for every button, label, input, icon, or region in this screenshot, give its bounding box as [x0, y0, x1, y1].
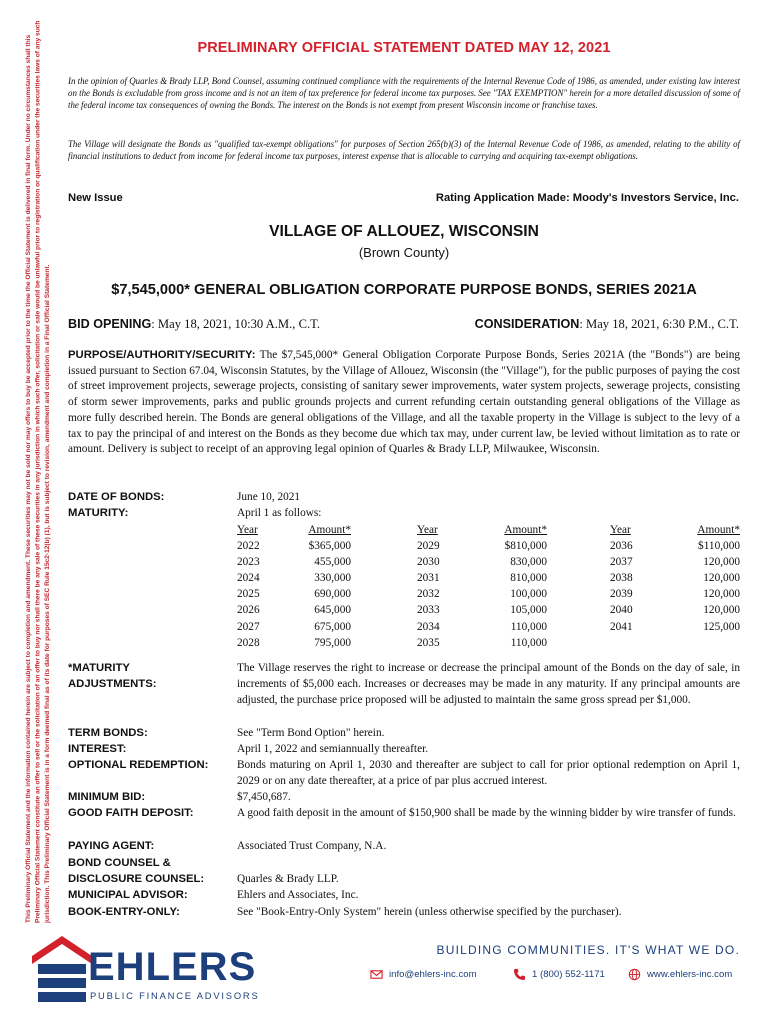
amount-header: Amount*: [308, 524, 351, 536]
year-header: Year: [237, 524, 258, 536]
email-text: info@ehlers-inc.com: [389, 969, 477, 980]
maturity-amount: 830,000: [510, 556, 547, 569]
maturity-year: 2028: [237, 636, 260, 649]
maturity-amount: 110,000: [510, 636, 547, 649]
logo-roof-shape: [32, 936, 92, 964]
amount-header: Amount*: [697, 524, 740, 536]
maturity-adjustments-value: The Village reserves the right to increase or decrease the principal amount of the Bonds on the day of sale, in increments of $5,000 each. Increases or decreases may be made in any maturity. If any principal amounts are adjusted, the purchase price proposed will be adjusted to maintain the same gross spread per $1,000.: [237, 662, 740, 706]
maturity-year: 2034: [417, 620, 440, 633]
maturity-year: 2027: [237, 620, 260, 633]
maturity-year: 2041: [610, 620, 633, 633]
book-entry-only-label: BOOK-ENTRY-ONLY:: [68, 906, 180, 918]
logo-subtitle: PUBLIC FINANCE ADVISORS: [90, 990, 260, 1001]
year-header: Year: [610, 524, 631, 536]
maturity-amount: 810,000: [510, 572, 547, 585]
website-text: www.ehlers-inc.com: [647, 969, 733, 980]
logo-bar-top: [38, 964, 86, 974]
maturity-amount: 120,000: [703, 572, 740, 585]
maturity-row: [237, 538, 351, 554]
maturity-adjustments-label-line2: ADJUSTMENTS:: [68, 678, 157, 690]
maturity-row: [237, 586, 351, 602]
optional-redemption-label: OPTIONAL REDEMPTION:: [68, 759, 209, 771]
maturity-row: [237, 619, 351, 635]
maturity-amount: $810,000: [504, 540, 547, 553]
bid-opening-value: : May 18, 2021, 10:30 A.M., C.T.: [151, 317, 321, 331]
bond-counsel-label-line1: BOND COUNSEL &: [68, 857, 171, 869]
maturity-row: [610, 554, 740, 570]
maturity-amount: $110,000: [698, 540, 740, 553]
maturity-row: [610, 602, 740, 618]
date-of-bonds-label: DATE OF BONDS:: [68, 491, 165, 503]
county-name: (Brown County): [358, 245, 450, 260]
logo-bar-middle: [38, 978, 86, 988]
maturity-year: 2033: [417, 604, 440, 617]
contact-phone[interactable]: [513, 968, 605, 981]
good-faith-deposit-label: GOOD FAITH DEPOSIT:: [68, 807, 194, 819]
maturity-year: 2036: [610, 540, 633, 553]
maturity-year: 2024: [237, 572, 260, 585]
logo-bar-bottom: [38, 992, 86, 1002]
tax-opinion-paragraph: In the opinion of Quarles & Brady LLP, Bond Counsel, assuming continued compliance with the requirements of the Internal Revenue Code of 1986, as amended, under existing law interest on the Bonds is excludable from gross income and is not an item of tax preference for federal income tax purposes. See "TAX EXEMPTION" herein for a more detailed discussion of some of the federal income tax consequences of owning the Bonds. The interest on the Bonds is not exempt from present Wisconsin income or franchise taxes.: [68, 76, 740, 111]
maturity-amount: 120,000: [703, 556, 740, 569]
maturity-amount: 690,000: [314, 588, 351, 601]
maturity-column-1: [237, 522, 351, 651]
maturity-adjustments-label: [68, 660, 157, 692]
maturity-value: April 1 as follows:: [237, 507, 322, 519]
bonds-title: $7,545,000* GENERAL OBLIGATION CORPORATE PURPOSE BONDS, SERIES 2021A: [111, 282, 697, 298]
maturity-row: [610, 538, 740, 554]
issuer-name: VILLAGE OF ALLOUEZ, WISCONSIN: [269, 223, 539, 240]
year-header: Year: [417, 524, 438, 536]
maturity-year: 2026: [237, 604, 260, 617]
maturity-amount: 675,000: [314, 620, 351, 633]
maturity-row: [610, 570, 740, 586]
maturity-row: [417, 619, 547, 635]
maturity-year: 2030: [417, 556, 440, 569]
paying-agent-label: PAYING AGENT:: [68, 840, 155, 852]
maturity-year: 2038: [610, 572, 633, 585]
minimum-bid-value: $7,450,687.: [237, 791, 291, 803]
maturity-row: [417, 602, 547, 618]
maturity-column-2: [417, 522, 547, 651]
maturity-row: [417, 586, 547, 602]
maturity-amount: 120,000: [703, 588, 740, 601]
maturity-row: [237, 602, 351, 618]
maturity-label: MATURITY:: [68, 507, 129, 519]
maturity-amount: $365,000: [308, 540, 351, 553]
maturity-year: 2023: [237, 556, 260, 569]
minimum-bid-label: MINIMUM BID:: [68, 791, 146, 803]
maturity-year: 2025: [237, 588, 260, 601]
maturity-row: [610, 619, 740, 635]
maturity-row: [237, 635, 351, 651]
maturity-amount: 330,000: [314, 572, 351, 585]
maturity-year: 2035: [417, 636, 440, 649]
interest-label: INTEREST:: [68, 743, 127, 755]
book-entry-only-value: See "Book-Entry-Only System" herein (unless otherwise specified by the purchaser).: [237, 906, 622, 918]
logo-wordmark: EHLERS: [88, 945, 257, 989]
term-bonds-value: See "Term Bond Option" herein.: [237, 727, 385, 739]
maturity-row: [417, 554, 547, 570]
bid-opening-label: BID OPENING: [68, 317, 152, 331]
consideration: [475, 317, 739, 332]
consideration-label: CONSIDERATION: [474, 317, 580, 331]
maturity-row: [237, 570, 351, 586]
rating-text: Rating Application Made: Moody's Investors Service, Inc.: [435, 192, 739, 204]
maturity-year: 2039: [610, 588, 633, 601]
qualified-obligations-paragraph: The Village will designate the Bonds as "qualified tax-exempt obligations" for purposes of Section 265(b)(3) of the Internal Revenue Code of 1986, as amended, relating to the ability of financial institutions to deduct from income for federal income tax purposes, interest expense that is allocable to carrying and acquiring tax-exempt obligations.: [68, 139, 740, 162]
municipal-advisor-value: Ehlers and Associates, Inc.: [237, 889, 359, 901]
purpose-text: The $7,545,000* General Obligation Corporate Purpose Bonds, Series 2021A (the "Bonds") are being issued pursuant to Section 67.04, Wisconsin Statutes, by the Village of Allouez, Wisconsin (the "Village"), for the public purposes of paying the cost of street improvement projects, sewerage projects, consisting of sanitary sewer improvements, water system projects, sewerage projects, consisting of storm sewer improvements, parks and public grounds projects and current refunding certain outstanding general obligations of the Village as more fully described herein. The Bonds are general obligations of the Village, and all the taxable property in the Village is subject to the levy of a tax to pay the principal of and interest on the Bonds as they become due which tax may, under current law, be levied without limitation as to rate or amount. Delivery is subject to receipt of an approving legal opinion of Quarles & Brady LLP, Milwaukee, Wisconsin.: [68, 349, 740, 456]
envelope-icon: [370, 968, 383, 981]
maturity-year: 2040: [610, 604, 633, 617]
maturity-amount: 455,000: [314, 556, 351, 569]
paying-agent-value: Associated Trust Company, N.A.: [237, 840, 387, 852]
new-issue-label: New Issue: [68, 192, 123, 204]
maturity-row: [610, 586, 740, 602]
maturity-year: 2031: [417, 572, 440, 585]
page-title: PRELIMINARY OFFICIAL STATEMENT DATED MAY 12, 2021: [197, 40, 611, 56]
preliminary-notice: This Preliminary Official Statement and the information contained herein are subject to completion and amendment. These securities may not be sold nor may offers to buy be accepted prior to the time the Official Statement is delivered in final form. Under no circumstances shall this Preliminary Official Statement constitute an offer to sell or the solicitation of an offer to buy nor shall there be any sale of these securities in any jurisdiction in which such offer, solicitation or sale would be unlawful prior to registration or qualification under the securities laws of any such jurisdiction. This Preliminary Official Statement is in a form deemed final as of its date for purposes of SEC Rule 15c2-12(b) (1), but is subject to revision, amendment and completion in a Final Official Statement.: [25, 20, 51, 923]
maturity-row: [417, 635, 547, 651]
purpose-label: PURPOSE/AUTHORITY/SECURITY:: [68, 349, 256, 361]
phone-icon: [513, 968, 526, 981]
maturity-year: 2037: [610, 556, 633, 569]
amount-header: Amount*: [504, 524, 547, 536]
maturity-amount: 105,000: [510, 604, 547, 617]
maturity-amount: 125,000: [703, 620, 740, 633]
maturity-row: [237, 554, 351, 570]
maturity-amount: 645,000: [314, 604, 351, 617]
maturity-year: 2022: [237, 540, 260, 553]
maturity-amount: 120,000: [703, 604, 740, 617]
maturity-amount: 100,000: [510, 588, 547, 601]
consideration-value: : May 18, 2021, 6:30 P.M., C.T.: [579, 317, 739, 331]
maturity-amount: 110,000: [510, 620, 547, 633]
maturity-adjustments-label-line1: *MATURITY: [68, 662, 130, 674]
maturity-year: 2032: [417, 588, 440, 601]
bid-opening: [68, 317, 320, 332]
good-faith-deposit-value: A good faith deposit in the amount of $150,900 shall be made by the winning bidder by wire transfer of funds.: [237, 807, 736, 819]
tagline: BUILDING COMMUNITIES. IT'S WHAT WE DO.: [436, 943, 740, 957]
maturity-amount: 795,000: [314, 636, 351, 649]
term-bonds-label: TERM BONDS:: [68, 727, 148, 739]
bond-counsel-value: Quarles & Brady LLP.: [237, 873, 339, 885]
municipal-advisor-label: MUNICIPAL ADVISOR:: [68, 889, 188, 901]
contact-email[interactable]: [370, 968, 477, 981]
globe-icon: [628, 968, 641, 981]
optional-redemption-value: Bonds maturing on April 1, 2030 and thereafter are subject to call for prior optional redemption on April 1, 2029 or on any date thereafter, at a price of par plus accrued interest.: [237, 759, 740, 787]
maturity-year: 2029: [417, 540, 440, 553]
interest-value: April 1, 2022 and semiannually thereafter.: [237, 743, 429, 755]
bond-counsel-label-line2: DISCLOSURE COUNSEL:: [68, 873, 205, 885]
maturity-row: [417, 538, 547, 554]
bond-counsel-label: [68, 855, 204, 887]
purpose-paragraph: [68, 348, 740, 458]
contact-website[interactable]: [628, 968, 732, 981]
ehlers-logo-mark: [30, 934, 94, 1006]
maturity-row: [417, 570, 547, 586]
date-of-bonds-value: June 10, 2021: [237, 491, 301, 503]
maturity-column-3: [610, 522, 740, 635]
phone-text: 1 (800) 552-1171: [532, 969, 605, 980]
